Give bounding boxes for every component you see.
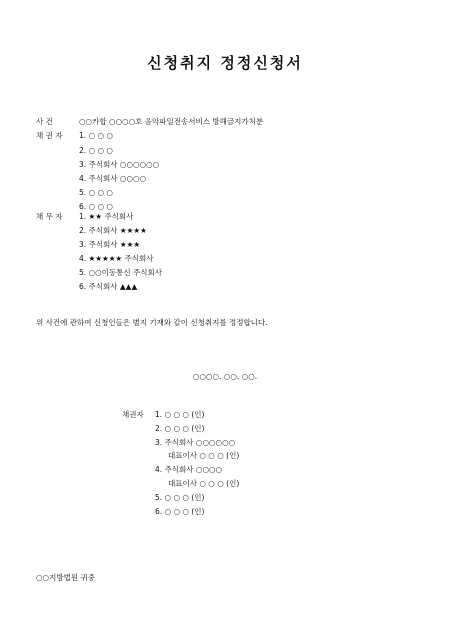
court-addressee: ○○지방법원 귀중	[36, 573, 95, 582]
creditor-item: 1. ○ ○ ○	[79, 131, 113, 140]
creditor-item: 6. ○ ○ ○	[79, 202, 113, 211]
body-text: 위 사건에 관하여 신청인들은 별지 기재와 같이 신청취지를 정정합니다.	[36, 318, 268, 327]
signature-line: 6. ○ ○ ○ (인)	[155, 507, 205, 516]
creditor-item: 2. ○ ○ ○	[79, 146, 113, 155]
debtor-item: 5. ○○이동통신 주식회사	[79, 268, 162, 277]
case-label: 사 건	[36, 117, 53, 126]
debtor-item: 3. 주식회사 ★★★	[79, 240, 141, 249]
signature-line: 2. ○ ○ ○ (인)	[155, 424, 205, 433]
signature-line: 3. 주식회사 ○○○○○○	[155, 438, 236, 447]
debtors-label: 채 무 자	[36, 212, 63, 221]
signature-label: 채권자	[122, 410, 144, 419]
document-date: ○○○○. ○○. ○○.	[192, 372, 258, 381]
creditors-label: 채 권 자	[36, 131, 63, 140]
creditor-item: 5. ○ ○ ○	[79, 188, 113, 197]
debtor-item: 4. ★★★★★ 주식회사	[79, 254, 154, 263]
debtor-item: 6. 주식회사 ▲▲▲	[79, 282, 138, 291]
signature-line: 대표이사 ○ ○ ○ (인)	[168, 479, 240, 488]
creditor-item: 3. 주식회사 ○○○○○○	[79, 160, 160, 169]
signature-line: 5. ○ ○ ○ (인)	[155, 493, 205, 502]
case-text: ○○카합 ○○○○호 음악파일전송서비스 방해금지가처분	[79, 117, 264, 126]
debtor-item: 1. ★★ 주식회사	[79, 212, 134, 221]
debtor-item: 2. 주식회사 ★★★★	[79, 226, 147, 235]
signature-line: 1. ○ ○ ○ (인)	[155, 410, 205, 419]
document-title: 신청취지 정정신청서	[147, 54, 303, 72]
signature-line: 대표이사 ○ ○ ○ (인)	[168, 451, 240, 460]
creditor-item: 4. 주식회사 ○○○○	[79, 174, 147, 183]
signature-line: 4. 주식회사 ○○○○	[155, 465, 223, 474]
